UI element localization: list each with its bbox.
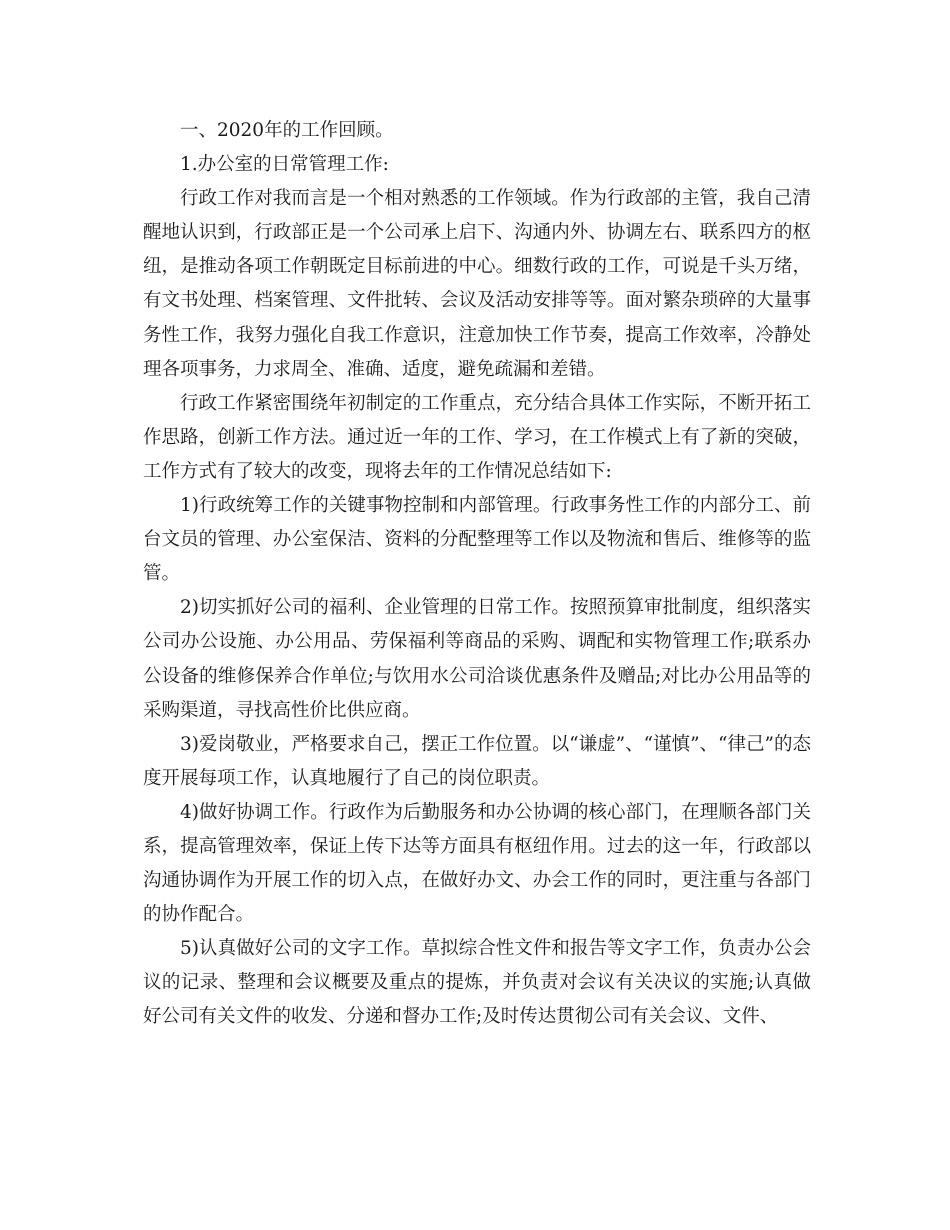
paragraph-item-2: 2)切实抓好公司的福利、企业管理的日常工作。按照预算审批制度，组织落实公司办公设施、办公用品、劳保福利等商品的采购、调配和实物管理工作;联系办公设备的维修保养合作单位;与饮用水公司洽谈优惠条件及赠品;对比办公用品等的采购渠道，寻找高性价比供应商。 — [143, 597, 811, 721]
paragraph-item-1: 1)行政统筹工作的关键事物控制和内部管理。行政事务性工作的内部分工、前台文员的管理、办公室保洁、资料的分配整理等工作以及物流和售后、维修等的监管。 — [143, 495, 811, 585]
paragraph-intro: 行政工作对我而言是一个相对熟悉的工作领域。作为行政部的主管，我自己清醒地认识到，行政部正是一个公司承上启下、沟通内外、协调左右、联系四方的枢纽，是推动各项工作朝既定目标前进的中心。细数行政的工作，可说是千头万绪，有文书处理、档案管理、文件批转、会议及活动安排等等。面对繁杂琐碎的大量事务性工作，我努力强化自我工作意识，注意加快工作节奏，提高工作效率，冷静处理各项事务，力求周全、准确、适度，避免疏漏和差错。 — [143, 188, 811, 380]
subsection-heading: 1.办公室的日常管理工作: — [180, 154, 389, 176]
paragraph-item-5: 5)认真做好公司的文字工作。草拟综合性文件和报告等文字工作，负责办公会议的记录、整理和会议概要及重点的提炼，并负责对会议有关决议的实施;认真做好公司有关文件的收发、分递和督办工作;及时传达贯彻公司有关会议、文件、 — [143, 938, 811, 1028]
section-heading: 一、2020年的工作回顾。 — [180, 120, 394, 141]
paragraph-summary: 行政工作紧密围绕年初制定的工作重点，充分结合具体工作实际，不断开拓工作思路，创新工作方法。通过近一年的工作、学习，在工作模式上有了新的突破，工作方式有了较大的改变，现将去年的工作情况总结如下: — [143, 392, 811, 482]
paragraph-item-4: 4)做好协调工作。行政作为后勤服务和办公协调的核心部门，在理顺各部门关系，提高管理效率，保证上传下达等方面具有枢纽作用。过去的这一年，行政部以沟通协调作为开展工作的切入点，在做好办文、办会工作的同时，更注重与各部门的协作配合。 — [143, 801, 811, 926]
paragraph-item-3: 3)爱岗敬业，严格要求自己，摆正工作位置。以“谦虚”、“谨慎”、“律己”的态度开展每项工作，认真地履行了自己的岗位职责。 — [143, 733, 811, 789]
document-page — [143, 114, 811, 1035]
